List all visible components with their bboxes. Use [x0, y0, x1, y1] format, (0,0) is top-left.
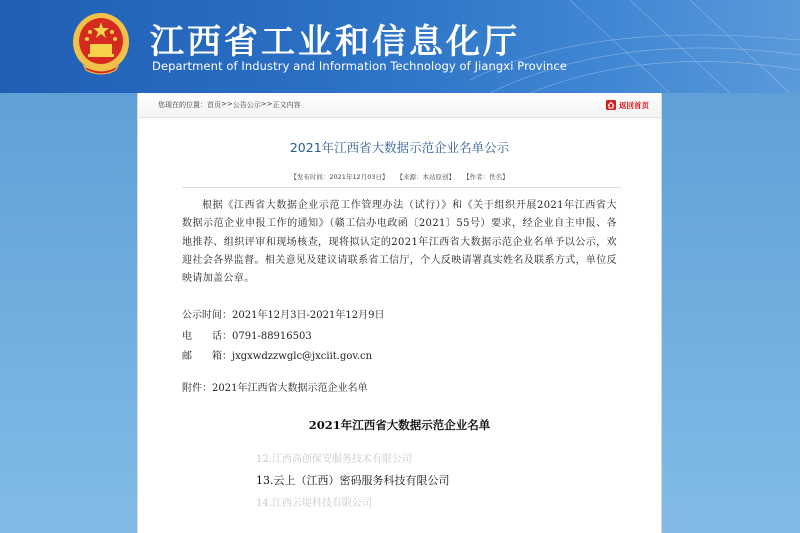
site-title-english: Department of Industry and Information Technology of Jiangxi Province	[152, 59, 567, 73]
left-background	[0, 93, 137, 533]
content-panel	[137, 93, 662, 533]
breadcrumb	[158, 100, 300, 110]
list-item: 14.江西云堤科技有限公司	[256, 498, 372, 510]
article-paragraph: 根据《江西省大数据企业示范工作管理办法（试行）》和《关于组织开展2021年江西省大数据示范企业申报工作的通知》（赣工信办电政函〔2021〕55号）要求，经企业自主申报、各地推荐、组织评审和现场核查，现将拟认定的2021年江西省大数据示范企业名单予以公示，欢迎社会各界监督。相关意见及建议请联系省工信厅，个人反映请署真实姓名及联系方式，单位反映请加盖公章。	[182, 200, 617, 285]
article-source: 【来源：本站原创】	[396, 173, 456, 181]
site-title: 江西省工业和信息化厅	[150, 22, 520, 62]
national-emblem-icon	[70, 10, 132, 76]
return-home-label: 返回首页	[619, 100, 649, 110]
divider	[182, 187, 621, 188]
right-background	[662, 93, 800, 533]
breadcrumb-current: 正文内容	[272, 101, 301, 109]
return-home-button[interactable]	[606, 100, 649, 111]
breadcrumb-home-link[interactable]: 首页	[207, 101, 221, 109]
site-header	[0, 0, 800, 93]
article-body	[138, 197, 661, 394]
publicity-period: 公示时间：2021年12月3日-2021年12月9日	[182, 310, 385, 322]
list-title: 2021年江西省大数据示范企业名单	[308, 417, 491, 432]
contact-info	[182, 306, 617, 368]
article-author: 【作者：佚名】	[463, 173, 509, 181]
breadcrumb-separator: >>	[221, 100, 233, 108]
breadcrumb-section-link[interactable]: 公告公示	[232, 101, 261, 109]
contact-phone: 电 话：0791-88916503	[182, 330, 312, 342]
list-item: 13.云上（江西）密码服务科技有限公司	[256, 473, 450, 487]
company-list	[138, 447, 661, 513]
publish-date: 【发布时间：2021年12月03日】	[290, 173, 389, 181]
contact-email: 邮 箱：jxgxwdzzwglc@jxciit.gov.cn	[182, 351, 373, 363]
article-title: 2021年江西省大数据示范企业名单公示	[289, 140, 510, 155]
breadcrumb-bar	[138, 93, 661, 118]
article-meta	[138, 172, 661, 181]
breadcrumb-separator: >>	[260, 100, 273, 108]
home-icon	[606, 100, 616, 110]
attachment-link[interactable]: 附件：2021年江西省大数据示范企业名单	[182, 382, 368, 394]
breadcrumb-prefix: 您现在的位置：	[158, 101, 207, 109]
list-item: 12.江西高创保安服务技术有限公司	[256, 454, 412, 466]
